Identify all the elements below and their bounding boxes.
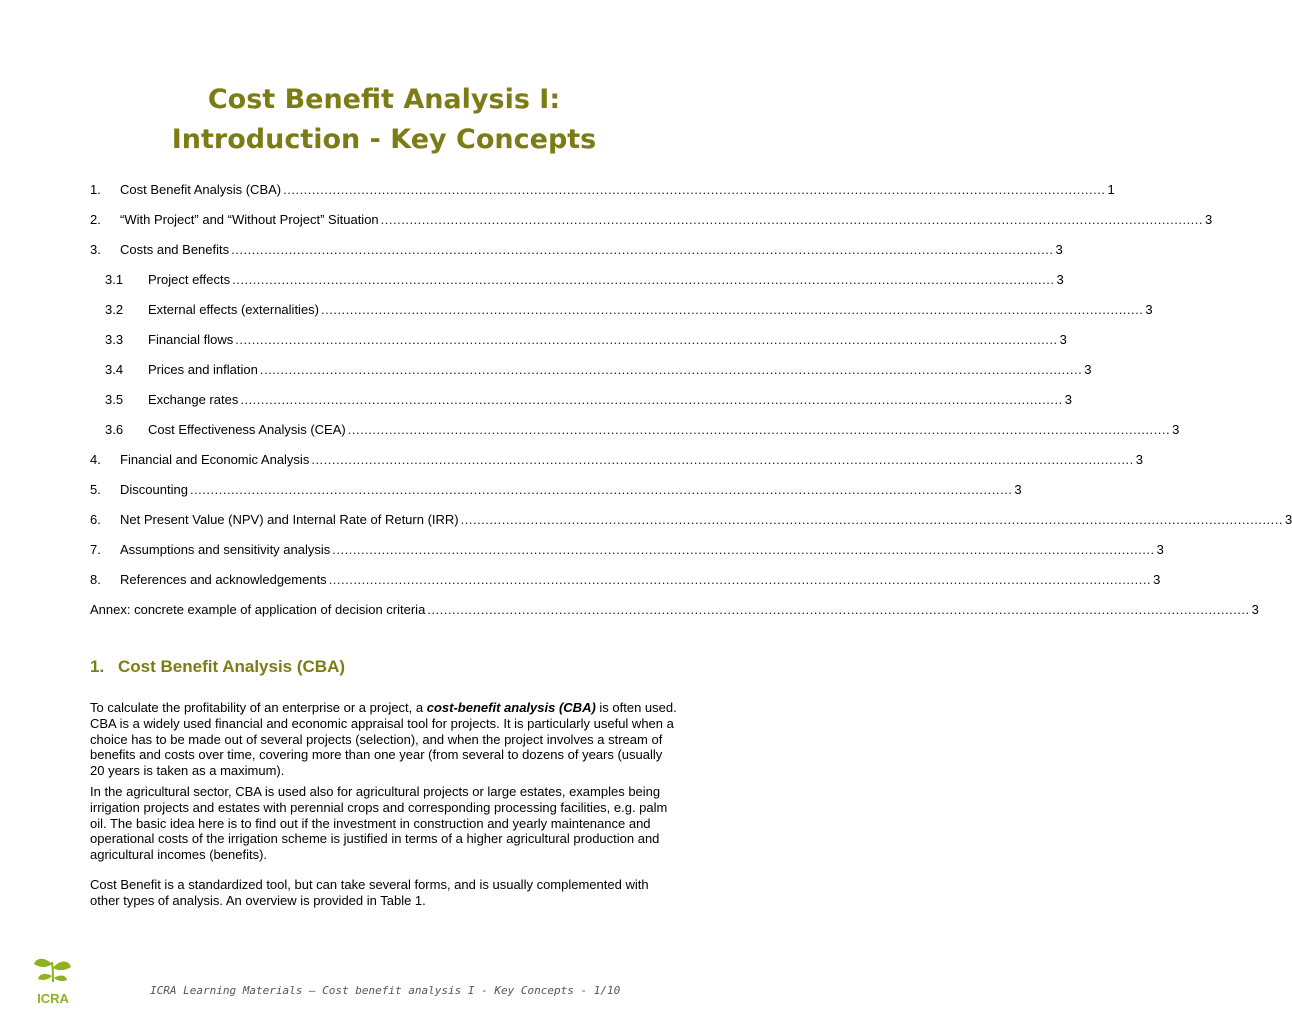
section-number: 1. <box>90 657 105 676</box>
section-title: Cost Benefit Analysis (CBA) <box>118 657 346 676</box>
toc-label: Costs and Benefits <box>120 242 230 257</box>
toc-number: 4. <box>90 452 101 467</box>
document-title <box>0 80 768 160</box>
toc-leader: ........................................................................................................................................................................................................ <box>427 602 1250 617</box>
toc-entry-annex[interactable] <box>90 602 1259 622</box>
emphasis-term: cost-benefit analysis (CBA) <box>426 700 596 715</box>
toc-label: Net Present Value (NPV) and Internal Rate of Return (IRR) <box>120 512 459 527</box>
toc-number: 3.5 <box>105 392 124 407</box>
toc-entry[interactable] <box>90 542 1164 562</box>
toc-page: 3 <box>1153 572 1161 587</box>
toc-leader: ........................................................................................................................................................................................................ <box>311 452 1134 467</box>
toc-entry[interactable] <box>90 512 1292 532</box>
toc-leader: ........................................................................................................................................................................................................ <box>235 332 1058 347</box>
toc-page: 3 <box>1251 602 1259 617</box>
paragraph-text: To calculate the profitability of an enterprise or a project, a <box>90 700 427 715</box>
toc-entry[interactable] <box>90 572 1161 592</box>
toc-entry[interactable] <box>90 182 1115 202</box>
toc-subentry[interactable] <box>105 272 1064 292</box>
logo-text: ICRA <box>37 991 69 1006</box>
toc-entry[interactable] <box>90 242 1063 262</box>
toc-number: 3.1 <box>105 272 124 287</box>
toc-label: Financial flows <box>148 332 234 347</box>
toc-leader: ........................................................................................................................................................................................................ <box>328 572 1152 587</box>
toc-label: Annex: concrete example of application of decision criteria <box>90 602 426 617</box>
toc-label: References and acknowledgements <box>120 572 327 587</box>
toc-page: 3 <box>1172 422 1180 437</box>
paragraph-1 <box>90 700 678 779</box>
paragraph-3 <box>90 877 678 909</box>
toc-page: 3 <box>1205 212 1213 227</box>
paragraph-text: is often used. CBA is a widely used financial and economic appraisal tool for projects. It is particularly useful when a choice has to be made out of several projects (selection), and when the project involves a stream of benefits and costs over time, covering more than one year (from several to dozens of years (usually 20 years is taken as a maximum). <box>90 700 677 779</box>
toc-subentry[interactable] <box>105 362 1092 382</box>
title-line-1: Cost Benefit Analysis I: <box>207 84 561 115</box>
toc-number: 3.3 <box>105 332 124 347</box>
toc-page: 3 <box>1059 332 1067 347</box>
toc-leader: ........................................................................................................................................................................................................ <box>240 392 1063 407</box>
toc-page: 3 <box>1135 452 1143 467</box>
toc-leader: ........................................................................................................................................................................................................ <box>231 242 1054 257</box>
sprout-icon <box>34 959 71 982</box>
toc-leader: ........................................................................................................................................................................................................ <box>189 482 1013 497</box>
paragraph-2 <box>90 784 678 863</box>
toc-label: Exchange rates <box>148 392 239 407</box>
toc-leader: ........................................................................................................................................................................................................ <box>232 272 1055 287</box>
toc-number: 2. <box>90 212 101 227</box>
toc-leader: ........................................................................................................................................................................................................ <box>460 512 1284 527</box>
toc-page: 3 <box>1084 362 1092 377</box>
toc-number: 3.4 <box>105 362 124 377</box>
toc-leader: ........................................................................................................................................................................................................ <box>347 422 1171 437</box>
toc-number: 1. <box>90 182 101 197</box>
toc-label: “With Project” and “Without Project” Situation <box>120 212 379 227</box>
section-heading <box>90 657 345 677</box>
icra-logo <box>24 950 82 1008</box>
toc-leader: ........................................................................................................................................................................................................ <box>259 362 1083 377</box>
toc-leader: ........................................................................................................................................................................................................ <box>283 182 1106 197</box>
toc-label: Financial and Economic Analysis <box>120 452 310 467</box>
paragraph-text: Cost Benefit is a standardized tool, but can take several forms, and is usually complemented with other types of analysis. An overview is provided in Table 1. <box>90 877 649 908</box>
page-footer: ICRA Learning Materials – Cost benefit analysis I - Key Concepts - 1/10 <box>150 984 621 997</box>
toc-leader: ........................................................................................................................................................................................................ <box>380 212 1204 227</box>
toc-number: 7. <box>90 542 101 557</box>
toc-label: Cost Benefit Analysis (CBA) <box>120 182 282 197</box>
toc-subentry[interactable] <box>105 302 1153 322</box>
toc-label: Project effects <box>148 272 231 287</box>
toc-leader: ........................................................................................................................................................................................................ <box>321 302 1144 317</box>
toc-entry[interactable] <box>90 482 1022 502</box>
toc-number: 3.2 <box>105 302 124 317</box>
toc-label: Discounting <box>120 482 188 497</box>
toc-entry[interactable] <box>90 452 1143 472</box>
toc-page: 3 <box>1156 542 1164 557</box>
toc-subentry[interactable] <box>105 422 1180 442</box>
toc-number: 8. <box>90 572 101 587</box>
toc-subentry[interactable] <box>105 392 1072 412</box>
toc-number: 3. <box>90 242 101 257</box>
toc-page: 3 <box>1056 272 1064 287</box>
toc-leader: ........................................................................................................................................................................................................ <box>332 542 1155 557</box>
toc-number: 3.6 <box>105 422 124 437</box>
toc-entry[interactable] <box>90 212 1213 232</box>
toc-number: 5. <box>90 482 101 497</box>
toc-page: 3 <box>1014 482 1022 497</box>
toc-page: 3 <box>1145 302 1153 317</box>
toc-subentry[interactable] <box>105 332 1067 352</box>
toc-label: Assumptions and sensitivity analysis <box>120 542 331 557</box>
paragraph-text: In the agricultural sector, CBA is used also for agricultural projects or large estates, examples being irrigation projects and estates with perennial crops and corresponding processing facilities, e.g. palm oil. The basic idea here is to find out if the investment in construction and yearly maintenance and operational costs of the irrigation scheme is justified in terms of a higher agricultural production and agricultural incomes (benefits). <box>90 784 668 863</box>
toc-page: 3 <box>1055 242 1063 257</box>
title-line-2: Introduction - Key Concepts <box>171 124 597 155</box>
toc-page: 3 <box>1285 512 1292 527</box>
toc-label: Prices and inflation <box>148 362 258 377</box>
toc-number: 6. <box>90 512 101 527</box>
toc-page: 3 <box>1064 392 1072 407</box>
toc-label: External effects (externalities) <box>148 302 319 317</box>
toc-page: 1 <box>1107 182 1115 197</box>
toc-label: Cost Effectiveness Analysis (CEA) <box>148 422 346 437</box>
